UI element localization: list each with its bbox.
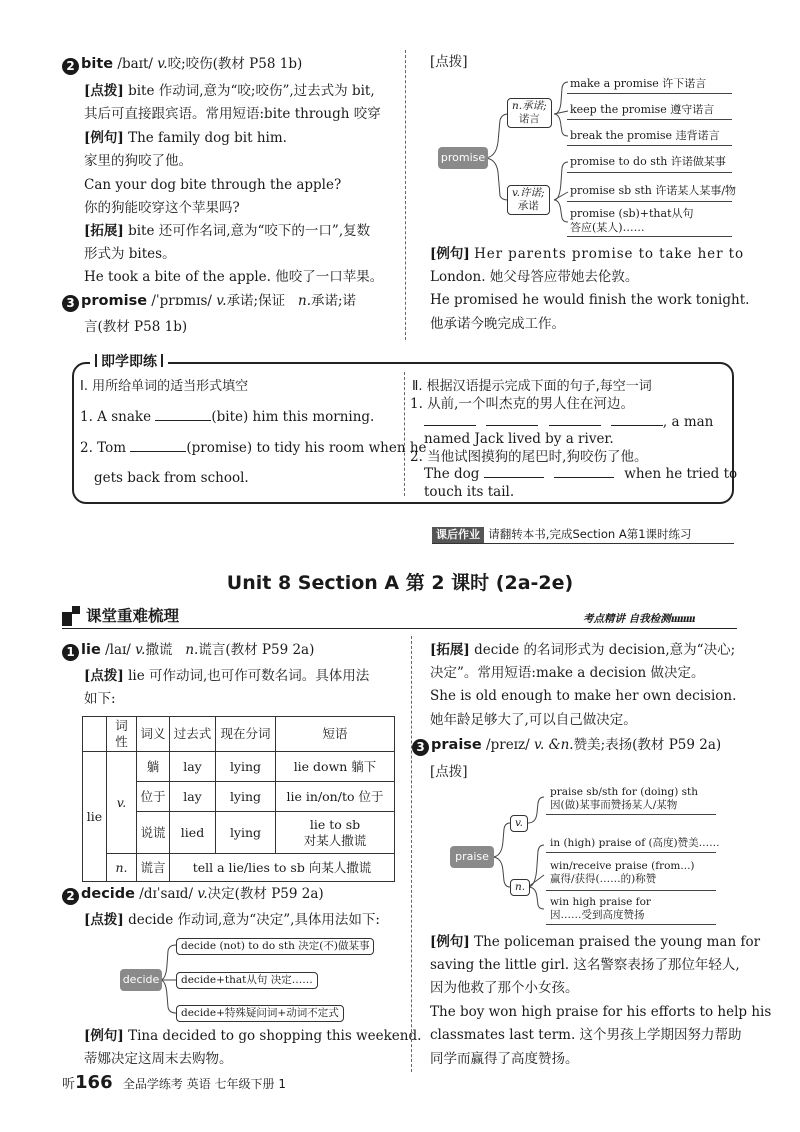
practice-question-1 — [80, 408, 374, 426]
mindmap-leaf: promise sb sth 许诺某人某事/物 — [570, 184, 737, 197]
table-corner — [83, 717, 107, 752]
table-cell: lying — [216, 782, 276, 812]
table-cell: lied — [170, 812, 216, 854]
cell-line: 对某人撒谎 — [303, 832, 367, 848]
page-number: 166 — [75, 1072, 113, 1093]
homework-rule — [432, 543, 734, 544]
book-title: 全品学练考 英语 七年级下册 1 — [122, 1077, 286, 1091]
extension-example-zh: 她年龄足够大了,可以自己做决定。 — [430, 712, 637, 728]
question-text: , a man — [662, 414, 714, 430]
entry-number: 2 — [62, 888, 79, 905]
table-cell: lying — [216, 752, 276, 782]
answer-blank[interactable] — [611, 414, 663, 426]
answer-blank[interactable] — [549, 414, 601, 426]
leaf-rule — [567, 236, 732, 237]
mindmap-root: promise — [438, 147, 488, 169]
part-of-speech: v. — [135, 642, 146, 658]
mindmap-leaf — [550, 786, 698, 812]
mindmap-leaf: make a promise 许下诺言 — [570, 77, 707, 90]
headword: lie — [81, 642, 101, 658]
mindmap-leaf: decide+特殊疑问词+动词不定式 — [176, 1005, 344, 1022]
answer-blank[interactable] — [484, 466, 544, 478]
promise-entry-line2: 言(教材 P58 1b) — [84, 319, 188, 335]
example-line — [84, 129, 287, 147]
example-tag: [例句] — [430, 246, 470, 262]
tip-text: decide 作动词,意为“决定”,具体用法如下: — [128, 912, 380, 928]
extension-line — [84, 222, 370, 240]
meaning: 咬;咬伤(教材 P58 1b) — [167, 56, 303, 72]
mindmap-branch-verb: v. — [510, 815, 528, 832]
extension-line — [430, 641, 735, 659]
leaf-rule — [567, 119, 732, 120]
tip-tag: [点拨] — [84, 83, 124, 99]
part-of-speech: n. — [185, 642, 199, 658]
extension-line-2: 决定”。常用短语:make a decision 做决定。 — [430, 665, 705, 681]
example-line-2: London. 她父母答应带她去伦敦。 — [430, 269, 639, 285]
table-pos: v. — [107, 752, 137, 854]
example-text: Tina decided to go shopping this weekend. — [128, 1028, 422, 1044]
part-of-speech: v. — [157, 56, 168, 72]
question-text: (bite) him this morning. — [211, 409, 375, 425]
practice-r1: 1. 从前,一个叫杰克的男人住在河边。 — [410, 396, 634, 412]
entry-number: 1 — [62, 644, 79, 661]
answer-blank[interactable] — [130, 440, 186, 452]
table-cell: lie down 躺下 — [276, 752, 395, 782]
question-text: The dog — [424, 466, 480, 482]
tip-tag: [点拨] — [84, 668, 124, 684]
leaf-rule — [567, 145, 732, 146]
practice-part1-title: Ⅰ. 用所给单词的适当形式填空 — [80, 379, 249, 394]
tip-line — [84, 911, 380, 929]
practice-title-text: 即学即练 — [101, 354, 157, 370]
phonetic: /preɪz/ — [486, 737, 530, 753]
extension-example: He took a bite of the apple. 他咬了一口苹果。 — [84, 269, 384, 285]
meaning: 赞美;表扬(教材 P59 2a) — [573, 737, 722, 753]
example-line-3: 因为他救了那个小女孩。 — [430, 980, 579, 996]
tip-text: lie 可作动词,也可作可数名词。具体用法 — [128, 668, 370, 684]
phonetic: /ˈprɒmɪs/ — [151, 293, 212, 309]
bite-entry-head — [62, 55, 302, 75]
answer-blank[interactable] — [424, 414, 476, 426]
example-line-6: 同学而赢得了高度赞扬。 — [430, 1051, 579, 1067]
example-line-2: saving the little girl. 这名警察表扬了那位年轻人, — [430, 957, 740, 973]
table-word: lie — [83, 752, 107, 882]
section-title: 课堂重难梳理 — [86, 607, 180, 625]
table-header: 短语 — [276, 717, 395, 752]
example-text: Her parents promise to take her to — [474, 246, 744, 262]
table-pos: n. — [107, 854, 137, 882]
branch-label: 承诺 — [517, 200, 539, 212]
practice-r1-cont: named Jack lived by a river. — [424, 431, 614, 447]
example-en: Can your dog bite through the apple? — [84, 177, 342, 193]
leaf-text: 赢得/获得(……的)称赞 — [550, 873, 657, 885]
mindmap-root: decide — [120, 969, 162, 991]
example-tag: [例句] — [84, 130, 124, 146]
unit-title: Unit 8 Section A 第 2 课时 (2a-2e) — [226, 572, 574, 594]
table-header: 词义 — [137, 717, 170, 752]
answer-blank[interactable] — [486, 414, 538, 426]
leaf-text: win high praise for — [550, 896, 651, 908]
question-text: (promise) to tidy his room when he — [186, 440, 427, 456]
example-text: The family dog bit him. — [128, 130, 287, 146]
extension-tag: [拓展] — [430, 642, 470, 658]
mindmap-leaf — [550, 860, 695, 886]
promise-entry-head — [62, 292, 356, 312]
example-text: The policeman praised the young man for — [474, 934, 761, 950]
mindmap-root: praise — [450, 846, 494, 868]
entry-number: 3 — [62, 295, 79, 312]
example-line-4: The boy won high praise for his efforts to help his — [430, 1004, 772, 1020]
part-of-speech: v. — [197, 886, 208, 902]
tip-tag: [点拨] — [430, 54, 468, 70]
practice-r2-blanks — [424, 465, 737, 483]
leaf-text: promise (sb)+that从句 — [570, 207, 694, 220]
leaf-rule — [546, 814, 716, 815]
table-cell — [276, 812, 395, 854]
practice-r2: 2. 当他试图摸狗的尾巴时,狗咬伤了他。 — [410, 449, 648, 465]
part-of-speech: v. &n. — [533, 737, 574, 753]
practice-title — [90, 353, 168, 371]
leaf-rule — [567, 201, 732, 202]
example-line-5: classmates last term. 这个男孩上学期因努力帮助 — [430, 1027, 742, 1043]
section-right-text: 考点精讲 自我检测 — [583, 613, 671, 625]
table-cell: tell a lie/lies to sb 向某人撒谎 — [170, 854, 395, 882]
leaf-text: 因(做)某事而赞扬某人/某物 — [550, 799, 678, 811]
section-icon — [62, 606, 80, 626]
table-cell: 位于 — [137, 782, 170, 812]
extension-text: decide 的名词形式为 decision,意为“决心; — [474, 642, 736, 658]
section-rule — [62, 628, 737, 629]
mindmap-leaf — [570, 207, 694, 235]
tip-tag: [点拨] — [84, 912, 124, 928]
part-of-speech: n. — [298, 293, 311, 309]
homework-tag: 课后作业 — [432, 527, 484, 543]
cell-line: lie to sb — [309, 816, 361, 832]
section-right-label: 考点精讲 自我检测ıııııııı — [583, 613, 695, 625]
leaf-rule — [546, 924, 716, 925]
example-en: He promised he would finish the work tonight. — [430, 292, 750, 308]
example-line — [430, 933, 760, 951]
practice-divider — [404, 372, 405, 496]
leaf-rule — [546, 852, 716, 853]
decide-entry-head — [62, 885, 324, 905]
mindmap-leaf: promise to do sth 许诺做某事 — [570, 155, 726, 168]
leaf-text: 因……受到高度赞扬 — [550, 909, 645, 921]
question-text: 2. Tom — [80, 440, 127, 456]
table-cell: lay — [170, 752, 216, 782]
leaf-rule — [567, 172, 732, 173]
column-divider — [405, 50, 406, 340]
homework-text: 请翻转本书,完成Section A第1课时练习 — [488, 527, 692, 541]
table-header: 现在分词 — [216, 717, 276, 752]
branch-label: 诺言 — [518, 113, 540, 125]
entry-number: 3 — [412, 739, 429, 756]
example-zh: 你的狗能咬穿这个苹果吗? — [84, 200, 240, 216]
mindmap-leaf: break the promise 违背诺言 — [570, 129, 720, 142]
example-zh: 家里的狗咬了他。 — [84, 153, 192, 169]
example-tag: [例句] — [84, 1028, 124, 1044]
leaf-text: 答应(某人)…… — [570, 221, 645, 234]
practice-r1-blanks — [424, 413, 713, 431]
mindmap-leaf: decide+that从句 决定…… — [176, 972, 318, 989]
table-header: 过去式 — [170, 717, 216, 752]
leaf-text: win/receive praise (from...) — [550, 860, 695, 872]
mindmap-leaf: in (high) praise of (高度)赞美…… — [550, 837, 720, 849]
table-cell: 躺 — [137, 752, 170, 782]
example-tag: [例句] — [430, 934, 470, 950]
phonetic: /dɪˈsaɪd/ — [139, 886, 194, 902]
leaf-rule — [546, 890, 716, 891]
mindmap-branch-noun — [507, 98, 552, 128]
extension-text: bite 还可作名词,意为“咬下的一口”,复数 — [128, 223, 371, 239]
page-footer — [62, 1072, 286, 1096]
practice-question-2 — [80, 439, 427, 457]
lie-usage-table — [82, 716, 395, 882]
table-header: 词性 — [107, 717, 137, 752]
practice-r2-cont: touch its tail. — [424, 484, 515, 500]
leaf-rule — [567, 93, 732, 94]
meaning: 决定(教材 P59 2a) — [207, 886, 324, 902]
tip-line — [84, 82, 375, 100]
lie-entry-head — [62, 641, 314, 661]
meaning: 承诺;保证 — [226, 293, 286, 309]
tip-line-2: 其后可直接跟宾语。常用短语:bite through 咬穿 — [84, 106, 381, 122]
table-cell: 说谎 — [137, 812, 170, 854]
entry-number: 2 — [62, 58, 79, 75]
praise-entry-head — [412, 736, 721, 756]
meaning: 撒谎 — [145, 642, 173, 658]
example-zh: 蒂娜决定这周末去购物。 — [84, 1051, 233, 1067]
headword: decide — [81, 886, 135, 902]
column-divider — [411, 636, 412, 1072]
extension-tag: [拓展] — [84, 223, 124, 239]
answer-blank[interactable] — [155, 409, 211, 421]
extension-example: She is old enough to make her own decision. — [430, 688, 737, 704]
table-cell: lying — [216, 812, 276, 854]
homework-bar — [432, 526, 692, 544]
leaf-text: praise sb/sth for (doing) sth — [550, 786, 699, 798]
table-cell: lay — [170, 782, 216, 812]
table-cell: lie in/on/to 位于 — [276, 782, 395, 812]
example-zh: 他承诺今晚完成工作。 — [430, 316, 565, 332]
tip-tag: [点拨] — [430, 764, 468, 780]
question-text: 1. A snake — [80, 409, 152, 425]
table-cell: 谎言 — [137, 854, 170, 882]
phonetic: /baɪt/ — [117, 56, 153, 72]
headword: bite — [81, 56, 114, 72]
footer-prefix: 听 — [62, 1077, 76, 1092]
mindmap-branch-noun: n. — [510, 879, 530, 896]
example-line — [84, 1027, 421, 1045]
phonetic: /laɪ/ — [105, 642, 131, 658]
practice-part2-title: Ⅱ. 根据汉语提示完成下面的句子,每空一词 — [412, 379, 652, 394]
tip-line — [84, 667, 369, 685]
mindmap-leaf: decide (not) to do sth 决定(不)做某事 — [176, 938, 374, 955]
example-line — [430, 245, 744, 263]
question-text: when he tried to — [624, 466, 738, 482]
extension-line-2: 形式为 bites。 — [84, 246, 176, 262]
tip-text: bite 作动词,意为“咬;咬伤”,过去式为 bit, — [128, 83, 375, 99]
headword: praise — [431, 737, 482, 753]
mindmap-leaf — [550, 896, 651, 922]
meaning: 承诺;诺 — [311, 293, 357, 309]
branch-label: v.许诺; — [512, 187, 545, 199]
headword: promise — [81, 293, 148, 309]
branch-label: n.承诺; — [512, 100, 547, 112]
practice-question-2-cont: gets back from school. — [94, 470, 249, 486]
tip-line-2: 如下: — [84, 691, 116, 707]
mindmap-leaf: keep the promise 遵守诺言 — [570, 103, 715, 116]
part-of-speech: v. — [216, 293, 227, 309]
mindmap-branch-verb — [507, 185, 550, 215]
answer-blank[interactable] — [554, 466, 614, 478]
meaning: 谎言(教材 P59 2a) — [198, 642, 315, 658]
